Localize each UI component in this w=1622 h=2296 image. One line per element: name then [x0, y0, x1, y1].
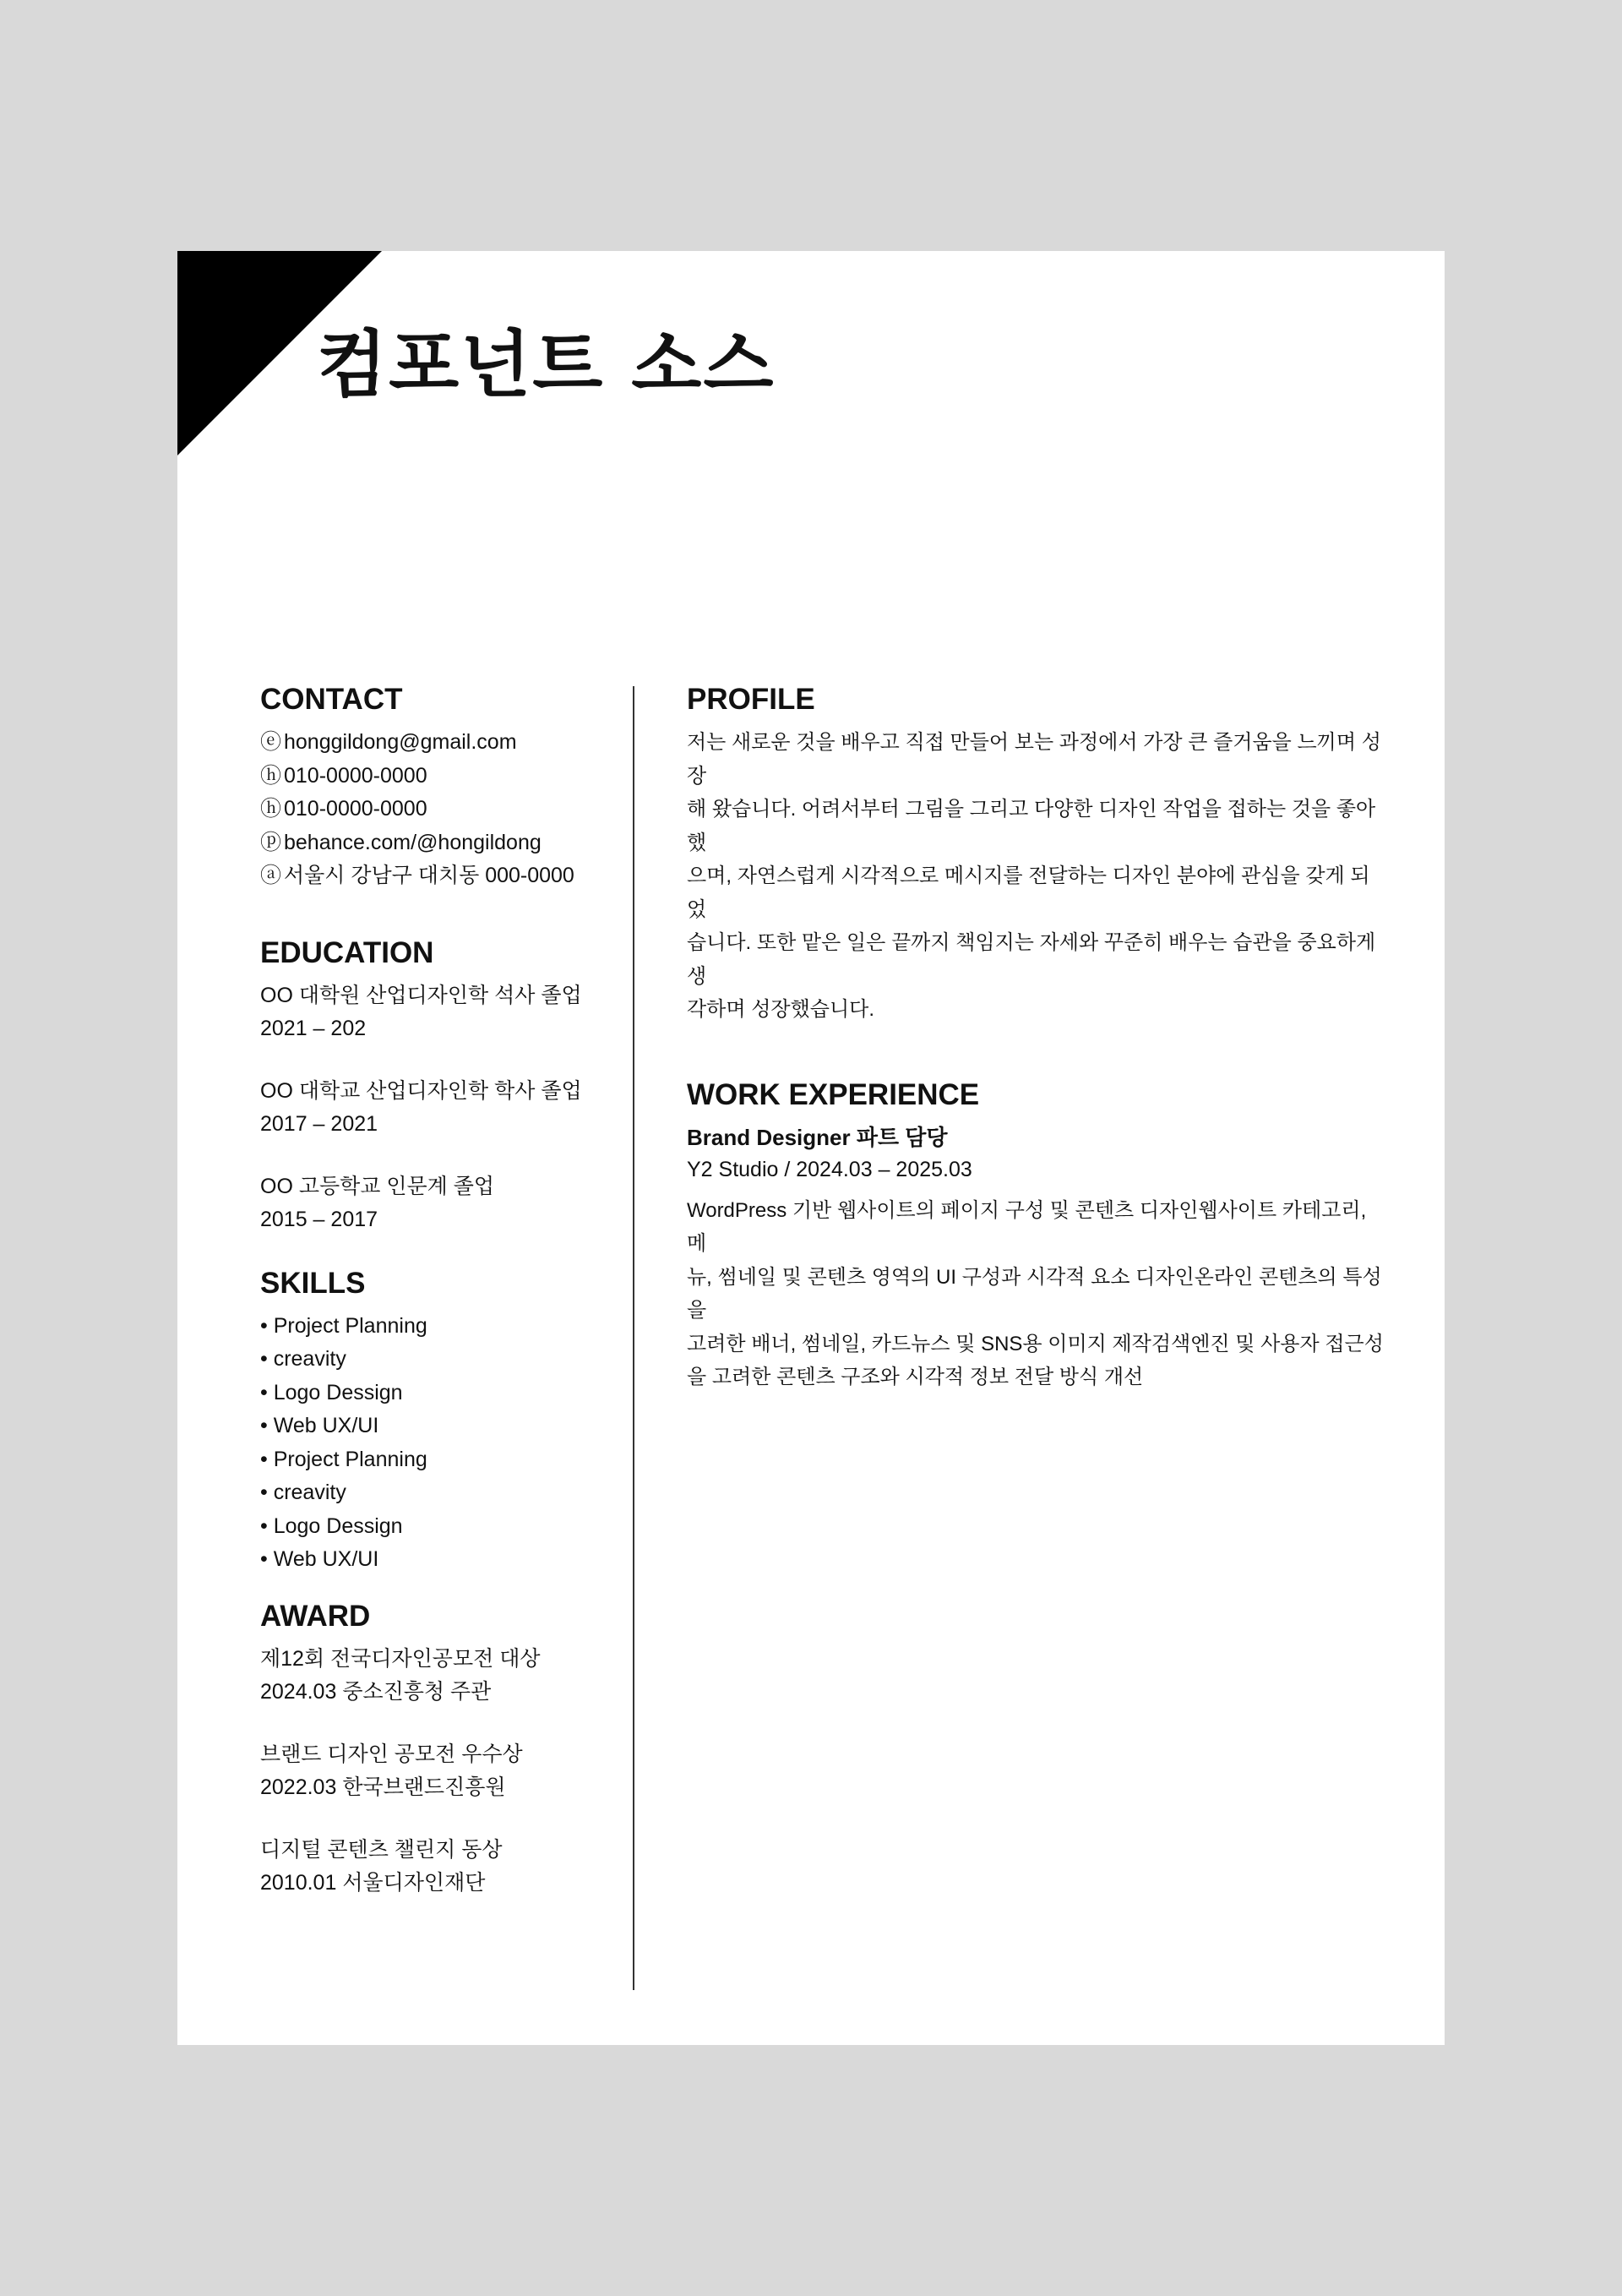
work-experience-section: [687, 1077, 1388, 1394]
profile-heading: PROFILE: [687, 683, 815, 716]
contact-portfolio-text: behance.com/@hongildong: [284, 830, 542, 854]
job-description: [687, 1194, 1388, 1394]
skills-heading: SKILLS: [260, 1266, 366, 1300]
contact-address: [260, 859, 615, 893]
award-name: 디지털 콘텐츠 챌린지 동상: [260, 1837, 503, 1862]
skills-list: [260, 1310, 615, 1577]
contact-section: [260, 682, 615, 893]
education-item: [260, 1170, 615, 1237]
contact-heading: CONTACT: [260, 683, 403, 716]
skill-item: • creavity: [260, 1476, 615, 1510]
contact-phone[interactable]: [260, 760, 615, 794]
portfolio-icon: ⓟ: [260, 830, 282, 854]
award-detail: 2022.03 한국브랜드진흥원: [260, 1775, 506, 1799]
skill-item: • creavity: [260, 1343, 615, 1377]
phone-icon: ⓗ: [260, 797, 282, 821]
education-school: OO 대학교 산업디자인학 학사 졸업: [260, 1078, 582, 1103]
education-heading: EDUCATION: [260, 935, 434, 969]
skill-item: • Project Planning: [260, 1310, 615, 1344]
award-section: [260, 1599, 615, 1901]
education-section: [260, 935, 615, 1237]
contact-address-text: 서울시 강남구 대치동 000-0000: [284, 864, 574, 887]
column-divider: [633, 686, 634, 1990]
profile-section: [687, 682, 1388, 1027]
job-description-line: 고려한 배너, 썸네일, 카드뉴스 및 SNS용 이미지 제작검색엔진 및 사용자 접근성: [687, 1332, 1384, 1355]
profile-line: 습니다. 또한 맡은 일은 끝까지 책임지는 자세와 꾸준히 배우는 습관을 중요하게 생: [687, 931, 1376, 988]
job-company-period: Y2 Studio / 2024.03 – 2025.03: [687, 1157, 972, 1181]
education-period: 2017 – 2021: [260, 1112, 378, 1136]
contact-email-text: honggildong@gmail.com: [284, 730, 517, 754]
award-detail: 2010.01 서울디자인재단: [260, 1871, 486, 1895]
award-name: 브랜드 디자인 공모전 우수상: [260, 1742, 523, 1766]
profile-line: 각하며 성장했습니다.: [687, 998, 874, 1021]
award-name: 제12회 전국디자인공모전 대상: [260, 1646, 541, 1671]
skill-item: • Project Planning: [260, 1443, 615, 1477]
education-item: [260, 979, 615, 1046]
left-column: [260, 682, 615, 1929]
profile-line: 저는 새로운 것을 배우고 직접 만들어 보는 과정에서 가장 큰 즐거움을 느끼며 성장: [687, 731, 1381, 788]
address-icon: ⓐ: [260, 864, 282, 887]
education-item: [260, 1075, 615, 1142]
contact-phone[interactable]: [260, 793, 615, 826]
contact-portfolio[interactable]: [260, 826, 615, 860]
award-heading: AWARD: [260, 1599, 371, 1633]
profile-line: 으며, 자연스럽게 시각적으로 메시지를 전달하는 디자인 분야에 관심을 갖게 되었: [687, 864, 1370, 921]
education-school: OO 대학원 산업디자인학 석사 졸업: [260, 983, 582, 1007]
award-item: [260, 1643, 615, 1710]
award-item: [260, 1834, 615, 1901]
page-title: 컴포넌트 소스: [317, 323, 776, 407]
phone-icon: ⓗ: [260, 763, 282, 788]
award-item: [260, 1738, 615, 1805]
skills-section: [260, 1266, 615, 1577]
job-description-line: WordPress 기반 웹사이트의 페이지 구성 및 콘텐츠 디자인웹사이트 카테고리, 메: [687, 1198, 1367, 1255]
profile-line: 해 왔습니다. 어려서부터 그림을 그리고 다양한 디자인 작업을 접하는 것을 좋아했: [687, 798, 1376, 854]
education-period: 2015 – 2017: [260, 1208, 378, 1231]
contact-phone-text: 010-0000-0000: [284, 797, 427, 821]
skill-item: • Web UX/UI: [260, 1410, 615, 1443]
skill-item: • Logo Dessign: [260, 1377, 615, 1410]
education-period: 2021 – 202: [260, 1017, 367, 1040]
job-role: Brand Designer 파트 담당: [687, 1124, 948, 1150]
contact-phone-text: 010-0000-0000: [284, 763, 427, 788]
work-experience-heading: WORK EXPERIENCE: [687, 1077, 980, 1111]
skill-item: • Web UX/UI: [260, 1543, 615, 1577]
skill-item: • Logo Dessign: [260, 1510, 615, 1544]
education-school: OO 고등학교 인문계 졸업: [260, 1174, 495, 1198]
contact-email[interactable]: [260, 726, 615, 760]
email-icon: ⓔ: [260, 730, 282, 754]
job-description-line: 을 고려한 콘텐츠 구조와 시각적 정보 전달 방식 개선: [687, 1366, 1144, 1388]
profile-text: [687, 726, 1388, 1027]
resume-page: [177, 251, 1445, 2045]
award-detail: 2024.03 중소진흥청 주관: [260, 1680, 492, 1704]
right-column: [687, 682, 1388, 1394]
job-description-line: 뉴, 썸네일 및 콘텐츠 영역의 UI 구성과 시각적 요소 디자인온라인 콘텐츠의 특성을: [687, 1265, 1382, 1322]
